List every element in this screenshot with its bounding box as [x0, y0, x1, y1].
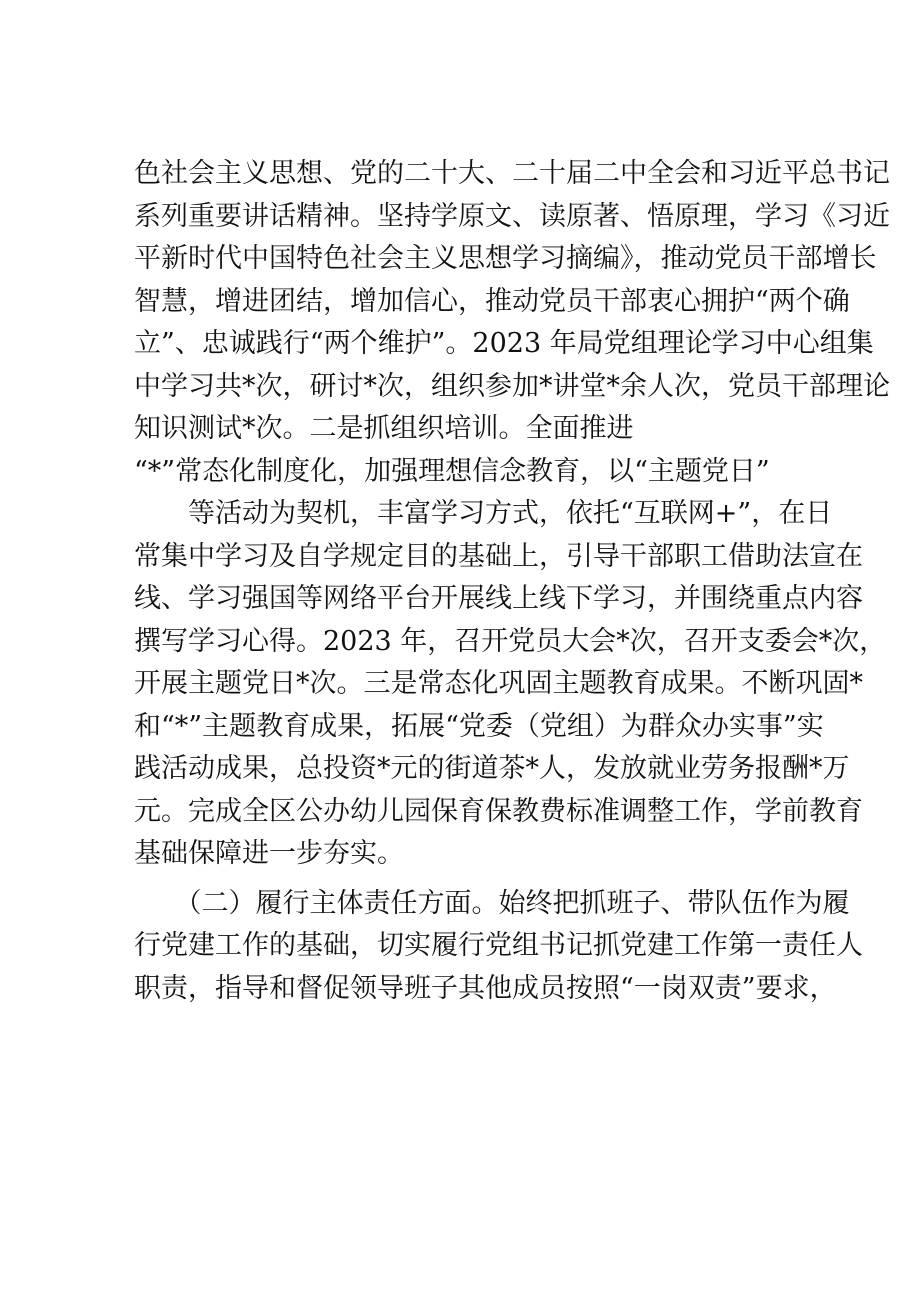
- text-line: 系列重要讲话精神。坚持学原文、读原著、悟原理，学习《习近: [134, 200, 890, 232]
- text-line: 和“*”主题教育成果，拓展“党委（党组）为群众办实事”实: [134, 710, 824, 742]
- text-line: 践活动成果，总投资*元的街道茶*人，发放就业劳务报酬*万: [134, 753, 850, 784]
- text-line: 元。完成全区公办幼儿园保育保教费标准调整工作，学前教育: [134, 795, 863, 827]
- text-line: 色社会主义思想、党的二十大、二十届二中全会和习近平总书记: [134, 158, 890, 189]
- text-line: 平新时代中国特色社会主义思想学习摘编》，推动党员干部增长: [134, 243, 877, 274]
- text-line: 常集中学习及自学规定目的基础上，引导干部职工借助法宣在: [134, 540, 863, 572]
- text-line: 开展主题党日*次。三是常态化巩固主题教育成果。不断巩固*: [134, 668, 863, 699]
- text-line: 知识测试*次。二是抓组织培训。全面推进: [134, 413, 634, 444]
- text-line: 等活动为契机，丰富学习方式，依托“互联网+”，在日: [134, 498, 833, 529]
- text-line: 中学习共*次，研讨*次，组织参加*讲堂*余人次，党员干部理论: [134, 370, 890, 402]
- text-line: 行党建工作的基础，切实履行党组书记抓党建工作第一责任人: [134, 930, 863, 961]
- paragraph-spacer: [134, 876, 814, 883]
- text-line: 立”、忠诚践行“两个维护”。2023 年局党组理论学习中心组集: [134, 328, 874, 359]
- text-line: “*”常态化制度化，加强理想信念教育，以“主题党日”: [134, 455, 770, 487]
- document-body: [134, 153, 890, 1010]
- text-line: 基础保障进一步夯实。: [134, 838, 404, 869]
- text-line: 线、学习强国等网络平台开展线上线下学习，并围绕重点内容: [134, 583, 863, 614]
- text-line: 职责，指导和督促领导班子其他成员按照“一岗双责”要求，: [134, 972, 837, 1004]
- text-line: 撰写学习心得。2023 年，召开党员大会*次，召开支委会*次，: [134, 625, 887, 657]
- text-line: （二）履行主体责任方面。始终把抓班子、带队伍作为履: [134, 887, 850, 919]
- text-line: 智慧，增进团结，增加信心，推动党员干部衷心拥护“两个确: [134, 285, 850, 317]
